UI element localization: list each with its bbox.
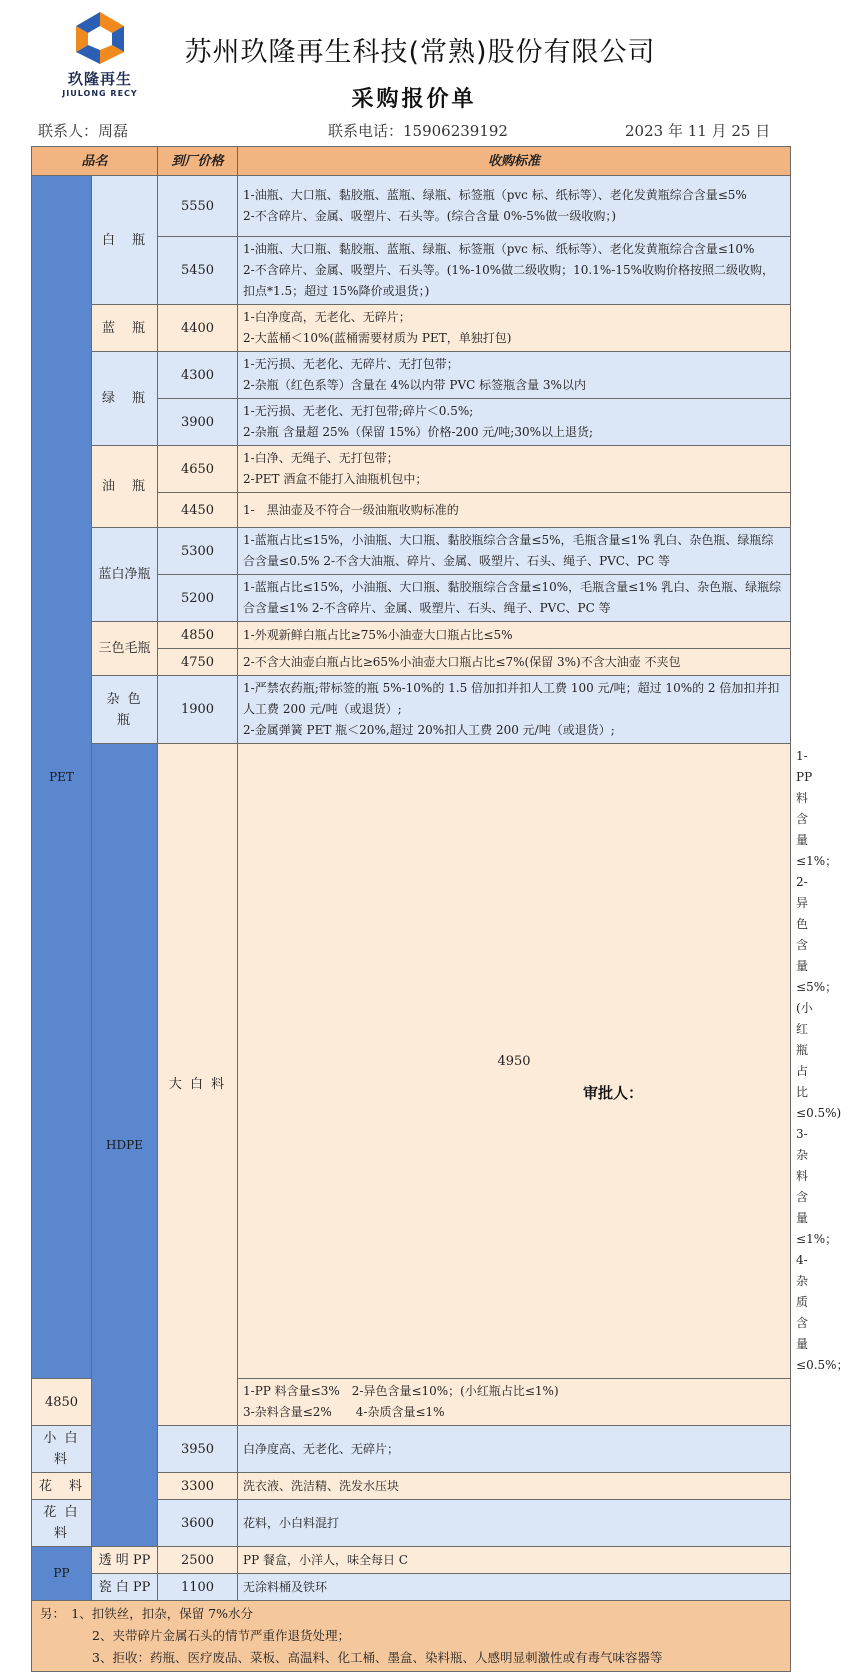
product-name: 绿 瓶: [92, 352, 158, 446]
product-name: 花 白 料: [32, 1500, 92, 1547]
product-price: 5300: [158, 528, 238, 575]
product-price: 1100: [158, 1574, 238, 1601]
product-standard: 1-PP 料含量≤3% 2-异色含量≤10%；(小红瓶占比≤1%) 3-杂料含量≤2% 4-杂质含量≤1%: [238, 1379, 791, 1426]
table-row: [32, 446, 791, 493]
logo-mark-icon: [72, 10, 128, 66]
product-standard: 无涂料桶及铁环: [238, 1574, 791, 1601]
note-item: 另： 1、扣铁丝，扣杂，保留 7%水分: [40, 1606, 254, 1621]
approver-label: 审批人：: [583, 1084, 644, 1102]
table-row: [32, 528, 791, 575]
table-row: [32, 1574, 791, 1601]
product-standard: 洗衣液、洗洁精、洗发水压块: [238, 1473, 791, 1500]
table-row: [32, 352, 791, 399]
product-name: 三色毛瓶: [92, 622, 158, 676]
product-price: 4850: [32, 1379, 92, 1426]
product-standard: 白净度高、无老化、无碎片；: [238, 1426, 791, 1473]
product-price: 5450: [158, 237, 238, 305]
product-price: 5200: [158, 575, 238, 622]
product-price: 4750: [158, 649, 238, 676]
table-row: HDPE 大 白 料 4950 1-PP 料含量≤1%；2-异色含量≤5%；(小红瓶占比≤0.5%) 3-杂料含量≤1%； 4-杂质含量≤0.5%；: [32, 744, 791, 1379]
product-price: 3300: [158, 1473, 238, 1500]
contact-person: 联系人：周磊: [38, 122, 129, 140]
product-name: 油 瓶: [92, 446, 158, 528]
category-pp: PP: [32, 1547, 92, 1601]
product-price: 3600: [158, 1500, 238, 1547]
product-price: 4400: [158, 305, 238, 352]
product-standard: PP 餐盒，小洋人，味全每日 C: [238, 1547, 791, 1574]
note-item: 2、夹带碎片金属石头的情节严重作退货处理；: [92, 1628, 350, 1643]
product-standard: 1-蓝瓶占比≤15%，小油瓶、大口瓶、黏胶瓶综合含量≤10%，毛瓶含量≤1% 乳白、杂色瓶、绿瓶综合含量≤1% 2-不含碎片、金属、吸塑片、石头、绳子、PVC、PC 等: [238, 575, 791, 622]
product-price: 4950: [238, 744, 791, 1379]
product-name: 瓷 白 PP: [92, 1574, 158, 1601]
logo-text-cn: 玖隆再生: [67, 70, 132, 88]
notes: [32, 1601, 791, 1672]
table-row: [32, 622, 791, 649]
category-pet: PET: [32, 176, 92, 1379]
header-name: 品名: [32, 147, 158, 176]
table-row: [32, 1547, 791, 1574]
note-item: 3、拒收：药瓶、医疗废品、菜板、高温料、化工桶、墨盒、染料瓶、人感明显刺激性或有毒气味容器等: [92, 1650, 663, 1665]
product-name: 花 料: [32, 1473, 92, 1500]
quote-date: 2023 年 11 月 25 日: [625, 122, 771, 140]
table-row: [32, 176, 791, 237]
product-price: 3900: [158, 399, 238, 446]
company-name: 苏州玖隆再生科技(常熟)股份有限公司: [184, 37, 656, 68]
product-price: 4300: [158, 352, 238, 399]
product-name: 蓝白净瓶: [92, 528, 158, 622]
contact-phone: 联系电话：15906239192: [328, 122, 508, 140]
table-header-row: [32, 147, 791, 176]
product-standard: 1-油瓶、大口瓶、黏胶瓶、蓝瓶、绿瓶、标签瓶（pvc 标、纸标等）、老化发黄瓶综合含量≤5% 2-不含碎片、金属、吸塑片、石头等。(综合含量 0%-5%做一级收购；): [238, 176, 791, 237]
product-price: 2500: [158, 1547, 238, 1574]
header-price: 到厂价格: [158, 147, 238, 176]
product-name: 白 瓶: [92, 176, 158, 305]
table-row: [32, 676, 791, 744]
product-standard: 1- 黑油壶及不符合一级油瓶收购标准的: [238, 493, 791, 528]
product-standard: 1-外观新鲜白瓶占比≥75%小油壶大口瓶占比≤5%: [238, 622, 791, 649]
product-standard: 1-油瓶、大口瓶、黏胶瓶、蓝瓶、绿瓶、标签瓶（pvc 标、纸标等）、老化发黄瓶综合含量≤10% 2-不含碎片、金属、吸塑片、石头等。(1%-10%做二级收购；10.1%-15%收购价格按照二级收购，扣点*1.5；超过 15%降价或退货；): [238, 237, 791, 305]
product-standard: 1-白净度高，无老化、无碎片； 2-大蓝桶＜10%(蓝桶需要材质为 PET，单独打包): [238, 305, 791, 352]
product-price: 4850: [158, 622, 238, 649]
product-name: 杂 色 瓶: [92, 676, 158, 744]
document-title: 采购报价单: [351, 87, 477, 112]
notes-row: [32, 1601, 791, 1672]
product-name: 小 白 料: [32, 1426, 92, 1473]
product-price: 4450: [158, 493, 238, 528]
product-price: 5550: [158, 176, 238, 237]
product-name: 蓝 瓶: [92, 305, 158, 352]
product-price: 3950: [158, 1426, 238, 1473]
product-standard: 花料，小白料混打: [238, 1500, 791, 1547]
logo-text-en: JIULONG RECY: [62, 89, 138, 98]
price-table: [31, 146, 849, 1672]
product-name: 大 白 料: [158, 744, 238, 1426]
table-row: [32, 305, 791, 352]
header-standard: 收购标准: [238, 147, 791, 176]
product-standard: 1-无污损、无老化、无碎片、无打包带； 2-杂瓶（红色系等）含量在 4%以内带 PVC 标签瓶含量 3%以内: [238, 352, 791, 399]
product-name: 透 明 PP: [92, 1547, 158, 1574]
product-price: 1900: [158, 676, 238, 744]
product-standard: 2-不含大油壶白瓶占比≥65%小油壶大口瓶占比≤7%(保留 3%)不含大油壶 不夹包: [238, 649, 791, 676]
product-standard: 1-无污损、无老化、无打包带;碎片＜0.5%; 2-杂瓶 含量超 25%（保留 15%）价格-200 元/吨;30%以上退货;: [238, 399, 791, 446]
category-hdpe: HDPE: [92, 744, 158, 1547]
product-standard: 1-蓝瓶占比≤15%，小油瓶、大口瓶、黏胶瓶综合含量≤5%，毛瓶含量≤1% 乳白、杂色瓶、绿瓶综合含量≤0.5% 2-不含大油瓶、碎片、金属、吸塑片、石头、绳子、PVC、PC 等: [238, 528, 791, 575]
product-standard: 1-白净、无绳子、无打包带； 2-PET 酒盒不能打入油瓶机包中；: [238, 446, 791, 493]
product-standard: 1-严禁农药瓶;带标签的瓶 5%-10%的 1.5 倍加扣并扣人工费 100 元/吨；超过 10%的 2 倍加扣并扣人工费 200 元/吨（或退货）; 2-金属弹簧 PET 瓶＜20%,超过 20%扣人工费 200 元/吨（或退货）;: [238, 676, 791, 744]
product-price: 4650: [158, 446, 238, 493]
